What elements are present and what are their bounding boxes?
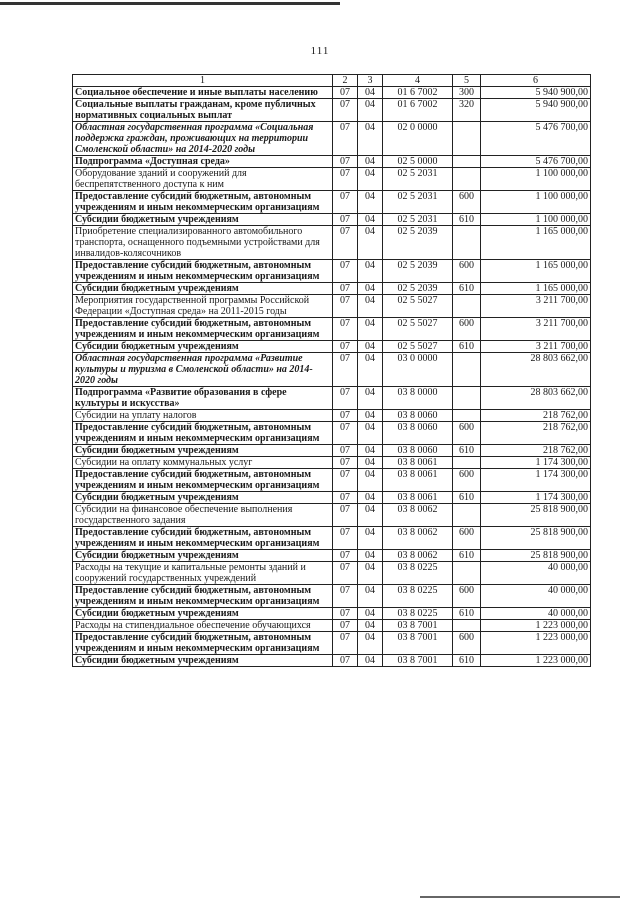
target-article-cell: 02 5 5027 [383, 295, 453, 318]
target-article-cell: 02 5 5027 [383, 341, 453, 353]
table-row [73, 655, 591, 667]
subsection-code-cell: 04 [358, 422, 383, 445]
row-name-cell: Расходы на стипендиальное обеспечение обучающихся [73, 620, 333, 632]
section-code-cell: 07 [333, 632, 358, 655]
target-article-cell: 03 8 0060 [383, 445, 453, 457]
row-name-cell: Подпрограмма «Доступная среда» [73, 156, 333, 168]
table-row [73, 562, 591, 585]
section-code-cell: 07 [333, 410, 358, 422]
section-code-cell: 07 [333, 562, 358, 585]
expense-type-cell: 610 [453, 283, 481, 295]
target-article-cell: 03 8 0061 [383, 457, 453, 469]
section-code-cell: 07 [333, 527, 358, 550]
subsection-code-cell: 04 [358, 620, 383, 632]
amount-cell: 1 100 000,00 [481, 191, 591, 214]
amount-cell: 40 000,00 [481, 608, 591, 620]
expense-type-cell: 300 [453, 87, 481, 99]
row-name-cell: Субсидии бюджетным учреждениям [73, 655, 333, 667]
amount-cell: 218 762,00 [481, 445, 591, 457]
section-code-cell: 07 [333, 122, 358, 156]
amount-cell: 5 940 900,00 [481, 87, 591, 99]
expense-type-cell: 610 [453, 655, 481, 667]
row-name-cell: Социальное обеспечение и иные выплаты населению [73, 87, 333, 99]
top-border-line [0, 2, 340, 5]
subsection-code-cell: 04 [358, 156, 383, 168]
subsection-code-cell: 04 [358, 445, 383, 457]
target-article-cell: 03 8 0225 [383, 585, 453, 608]
subsection-code-cell: 04 [358, 457, 383, 469]
row-name-cell: Областная государственная программа «Социальная поддержка граждан, проживающих на территории Смоленской области» на 2014-2020 годы [73, 122, 333, 156]
table-row [73, 585, 591, 608]
table-row [73, 156, 591, 168]
section-code-cell: 07 [333, 620, 358, 632]
subsection-code-cell: 04 [358, 283, 383, 295]
table-row [73, 492, 591, 504]
target-article-cell: 02 5 0000 [383, 156, 453, 168]
amount-cell: 3 211 700,00 [481, 295, 591, 318]
subsection-code-cell: 04 [358, 492, 383, 504]
subsection-code-cell: 04 [358, 168, 383, 191]
amount-cell: 25 818 900,00 [481, 550, 591, 562]
page-number: 111 [310, 45, 330, 57]
expense-type-cell: 600 [453, 260, 481, 283]
table-row [73, 226, 591, 260]
amount-cell: 1 223 000,00 [481, 655, 591, 667]
subsection-code-cell: 04 [358, 122, 383, 156]
header-cell: 1 [73, 75, 333, 87]
row-name-cell: Предоставление субсидий бюджетным, автономным учреждениям и иным некоммерческим организациям [73, 191, 333, 214]
expense-type-cell: 600 [453, 318, 481, 341]
row-name-cell: Предоставление субсидий бюджетным, автономным учреждениям и иным некоммерческим организациям [73, 585, 333, 608]
section-code-cell: 07 [333, 608, 358, 620]
row-name-cell: Предоставление субсидий бюджетным, автономным учреждениям и иным некоммерческим организациям [73, 422, 333, 445]
amount-cell: 1 165 000,00 [481, 226, 591, 260]
section-code-cell: 07 [333, 422, 358, 445]
table-row [73, 422, 591, 445]
row-name-cell: Областная государственная программа «Развитие культуры и туризма в Смоленской области» на 2014-2020 годы [73, 353, 333, 387]
expense-type-cell [453, 410, 481, 422]
expense-type-cell: 610 [453, 492, 481, 504]
table-row [73, 99, 591, 122]
target-article-cell: 03 8 0000 [383, 387, 453, 410]
target-article-cell: 02 0 0000 [383, 122, 453, 156]
target-article-cell: 01 6 7002 [383, 99, 453, 122]
subsection-code-cell: 04 [358, 585, 383, 608]
section-code-cell: 07 [333, 295, 358, 318]
table-row [73, 168, 591, 191]
subsection-code-cell: 04 [358, 527, 383, 550]
expense-type-cell: 320 [453, 99, 481, 122]
row-name-cell: Подпрограмма «Развитие образования в сфере культуры и искусства» [73, 387, 333, 410]
target-article-cell: 03 8 0062 [383, 504, 453, 527]
row-name-cell: Субсидии бюджетным учреждениям [73, 445, 333, 457]
subsection-code-cell: 04 [358, 410, 383, 422]
expense-type-cell [453, 168, 481, 191]
section-code-cell: 07 [333, 318, 358, 341]
expense-type-cell: 600 [453, 191, 481, 214]
expense-type-cell: 610 [453, 214, 481, 226]
table-row [73, 469, 591, 492]
subsection-code-cell: 04 [358, 295, 383, 318]
table-row [73, 527, 591, 550]
target-article-cell: 03 8 0225 [383, 608, 453, 620]
subsection-code-cell: 04 [358, 99, 383, 122]
expense-type-cell [453, 122, 481, 156]
expense-type-cell: 600 [453, 527, 481, 550]
subsection-code-cell: 04 [358, 387, 383, 410]
target-article-cell: 02 5 2039 [383, 260, 453, 283]
amount-cell: 1 165 000,00 [481, 260, 591, 283]
row-name-cell: Предоставление субсидий бюджетным, автономным учреждениям и иным некоммерческим организациям [73, 527, 333, 550]
amount-cell: 1 174 300,00 [481, 469, 591, 492]
target-article-cell: 02 5 2031 [383, 191, 453, 214]
amount-cell: 218 762,00 [481, 422, 591, 445]
table-row [73, 620, 591, 632]
subsection-code-cell: 04 [358, 469, 383, 492]
expense-type-cell: 610 [453, 550, 481, 562]
section-code-cell: 07 [333, 353, 358, 387]
table-row [73, 504, 591, 527]
section-code-cell: 07 [333, 387, 358, 410]
subsection-code-cell: 04 [358, 226, 383, 260]
target-article-cell: 02 5 2039 [383, 226, 453, 260]
subsection-code-cell: 04 [358, 655, 383, 667]
row-name-cell: Предоставление субсидий бюджетным, автономным учреждениям и иным некоммерческим организациям [73, 632, 333, 655]
amount-cell: 1 165 000,00 [481, 283, 591, 295]
target-article-cell: 03 8 7001 [383, 632, 453, 655]
budget-table [72, 74, 591, 667]
row-name-cell: Мероприятия государственной программы Российской Федерации «Доступная среда» на 2011-2015 годы [73, 295, 333, 318]
amount-cell: 25 818 900,00 [481, 527, 591, 550]
row-name-cell: Оборудование зданий и сооружений для беспрепятственного доступа к ним [73, 168, 333, 191]
section-code-cell: 07 [333, 191, 358, 214]
amount-cell: 1 223 000,00 [481, 632, 591, 655]
section-code-cell: 07 [333, 457, 358, 469]
section-code-cell: 07 [333, 156, 358, 168]
section-code-cell: 07 [333, 341, 358, 353]
target-article-cell: 03 8 0062 [383, 527, 453, 550]
expense-type-cell [453, 620, 481, 632]
table-row [73, 445, 591, 457]
expense-type-cell [453, 562, 481, 585]
subsection-code-cell: 04 [358, 632, 383, 655]
amount-cell: 1 100 000,00 [481, 214, 591, 226]
table-row [73, 550, 591, 562]
row-name-cell: Субсидии на финансовое обеспечение выполнения государственного задания [73, 504, 333, 527]
target-article-cell: 03 8 0225 [383, 562, 453, 585]
section-code-cell: 07 [333, 492, 358, 504]
table-row [73, 295, 591, 318]
target-article-cell: 03 8 0061 [383, 469, 453, 492]
amount-cell: 28 803 662,00 [481, 353, 591, 387]
amount-cell: 5 476 700,00 [481, 122, 591, 156]
subsection-code-cell: 04 [358, 87, 383, 99]
subsection-code-cell: 04 [358, 562, 383, 585]
row-name-cell: Предоставление субсидий бюджетным, автономным учреждениям и иным некоммерческим организациям [73, 260, 333, 283]
table-row [73, 632, 591, 655]
expense-type-cell [453, 353, 481, 387]
amount-cell: 5 940 900,00 [481, 99, 591, 122]
target-article-cell: 02 5 2031 [383, 168, 453, 191]
table-row [73, 341, 591, 353]
amount-cell: 218 762,00 [481, 410, 591, 422]
amount-cell: 3 211 700,00 [481, 318, 591, 341]
table-row [73, 410, 591, 422]
amount-cell: 1 174 300,00 [481, 492, 591, 504]
subsection-code-cell: 04 [358, 353, 383, 387]
subsection-code-cell: 04 [358, 550, 383, 562]
section-code-cell: 07 [333, 504, 358, 527]
subsection-code-cell: 04 [358, 341, 383, 353]
amount-cell: 1 223 000,00 [481, 620, 591, 632]
table-row [73, 191, 591, 214]
target-article-cell: 02 5 2031 [383, 214, 453, 226]
expense-type-cell [453, 295, 481, 318]
amount-cell: 25 818 900,00 [481, 504, 591, 527]
expense-type-cell [453, 387, 481, 410]
target-article-cell: 02 5 5027 [383, 318, 453, 341]
table-header-row [73, 75, 591, 87]
table-row [73, 387, 591, 410]
row-name-cell: Субсидии бюджетным учреждениям [73, 492, 333, 504]
target-article-cell: 03 8 0061 [383, 492, 453, 504]
table-row [73, 214, 591, 226]
expense-type-cell [453, 457, 481, 469]
row-name-cell: Социальные выплаты гражданам, кроме публичных нормативных социальных выплат [73, 99, 333, 122]
subsection-code-cell: 04 [358, 214, 383, 226]
table-row [73, 353, 591, 387]
row-name-cell: Субсидии на оплату коммунальных услуг [73, 457, 333, 469]
subsection-code-cell: 04 [358, 608, 383, 620]
expense-type-cell: 600 [453, 469, 481, 492]
subsection-code-cell: 04 [358, 504, 383, 527]
expense-type-cell [453, 226, 481, 260]
table-body [73, 87, 591, 667]
target-article-cell: 01 6 7002 [383, 87, 453, 99]
expense-type-cell: 600 [453, 585, 481, 608]
section-code-cell: 07 [333, 99, 358, 122]
expense-type-cell [453, 504, 481, 527]
row-name-cell: Предоставление субсидий бюджетным, автономным учреждениям и иным некоммерческим организациям [73, 469, 333, 492]
section-code-cell: 07 [333, 445, 358, 457]
row-name-cell: Расходы на текущие и капитальные ремонты зданий и сооружений государственных учреждений [73, 562, 333, 585]
header-cell: 6 [481, 75, 591, 87]
row-name-cell: Субсидии на уплату налогов [73, 410, 333, 422]
subsection-code-cell: 04 [358, 318, 383, 341]
table-row [73, 283, 591, 295]
section-code-cell: 07 [333, 214, 358, 226]
target-article-cell: 02 5 2039 [383, 283, 453, 295]
header-cell: 4 [383, 75, 453, 87]
row-name-cell: Предоставление субсидий бюджетным, автономным учреждениям и иным некоммерческим организациям [73, 318, 333, 341]
amount-cell: 5 476 700,00 [481, 156, 591, 168]
section-code-cell: 07 [333, 655, 358, 667]
row-name-cell: Субсидии бюджетным учреждениям [73, 550, 333, 562]
expense-type-cell [453, 156, 481, 168]
section-code-cell: 07 [333, 226, 358, 260]
expense-type-cell: 600 [453, 632, 481, 655]
section-code-cell: 07 [333, 585, 358, 608]
section-code-cell: 07 [333, 283, 358, 295]
amount-cell: 3 211 700,00 [481, 341, 591, 353]
target-article-cell: 03 8 0062 [383, 550, 453, 562]
table-row [73, 122, 591, 156]
amount-cell: 40 000,00 [481, 585, 591, 608]
section-code-cell: 07 [333, 469, 358, 492]
table-row [73, 457, 591, 469]
section-code-cell: 07 [333, 87, 358, 99]
target-article-cell: 03 8 7001 [383, 655, 453, 667]
table-row [73, 260, 591, 283]
table-row [73, 318, 591, 341]
bottom-scan-line [420, 896, 620, 898]
amount-cell: 1 174 300,00 [481, 457, 591, 469]
table-row [73, 608, 591, 620]
expense-type-cell: 600 [453, 422, 481, 445]
target-article-cell: 03 8 7001 [383, 620, 453, 632]
section-code-cell: 07 [333, 260, 358, 283]
row-name-cell: Субсидии бюджетным учреждениям [73, 608, 333, 620]
amount-cell: 40 000,00 [481, 562, 591, 585]
row-name-cell: Субсидии бюджетным учреждениям [73, 214, 333, 226]
expense-type-cell: 610 [453, 445, 481, 457]
row-name-cell: Приобретение специализированного автомобильного транспорта, оснащенного подъемными устройствами для инвалидов-колясочников [73, 226, 333, 260]
target-article-cell: 03 8 0060 [383, 422, 453, 445]
header-cell: 3 [358, 75, 383, 87]
section-code-cell: 07 [333, 168, 358, 191]
table-row [73, 87, 591, 99]
expense-type-cell: 610 [453, 341, 481, 353]
header-cell: 5 [453, 75, 481, 87]
amount-cell: 1 100 000,00 [481, 168, 591, 191]
header-cell: 2 [333, 75, 358, 87]
amount-cell: 28 803 662,00 [481, 387, 591, 410]
row-name-cell: Субсидии бюджетным учреждениям [73, 283, 333, 295]
target-article-cell: 03 0 0000 [383, 353, 453, 387]
subsection-code-cell: 04 [358, 191, 383, 214]
subsection-code-cell: 04 [358, 260, 383, 283]
expense-type-cell: 610 [453, 608, 481, 620]
row-name-cell: Субсидии бюджетным учреждениям [73, 341, 333, 353]
section-code-cell: 07 [333, 550, 358, 562]
target-article-cell: 03 8 0060 [383, 410, 453, 422]
